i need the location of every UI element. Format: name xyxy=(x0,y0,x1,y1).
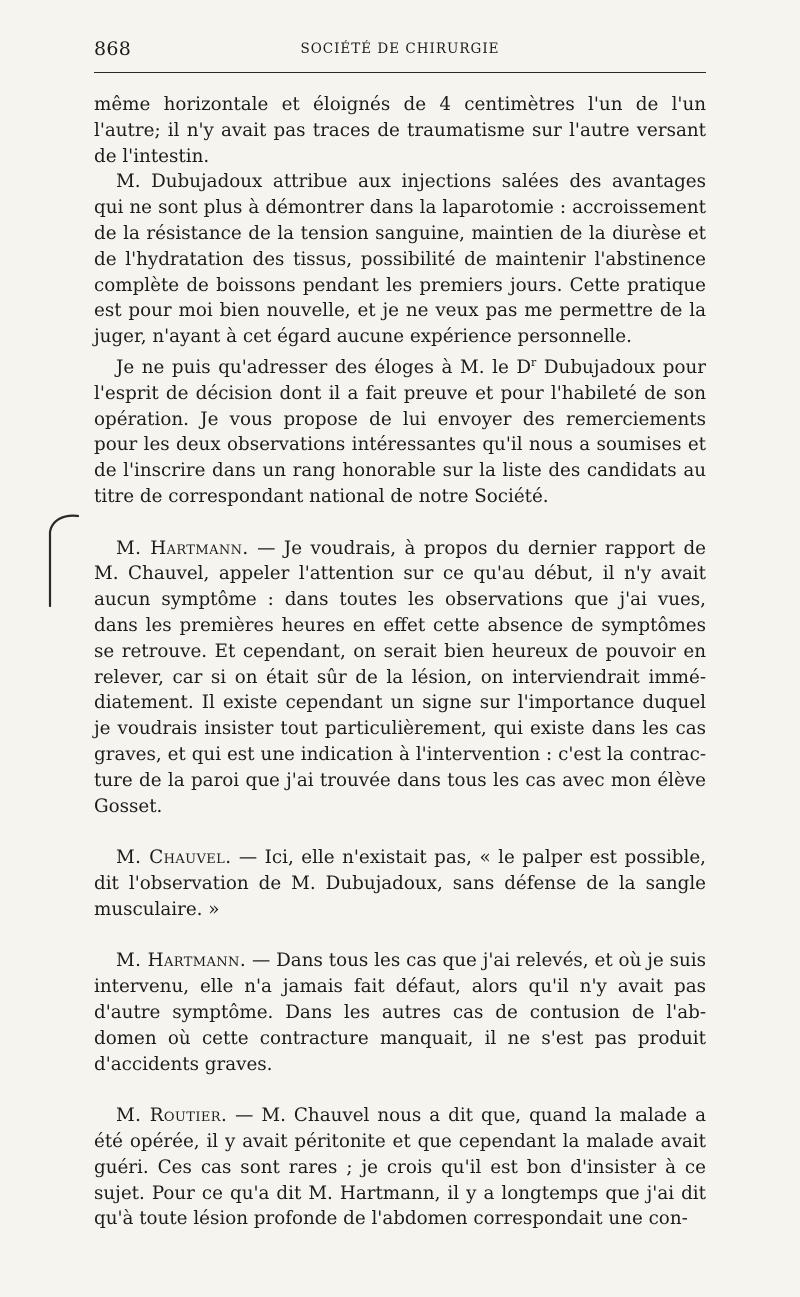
paragraph-chauvel xyxy=(94,845,706,922)
paragraph-text: M. Dubujadoux attribue aux injections salées des avantages qui ne sont plus à démontrer dans la laparotomie : accroissement de la résistance de la tension sanguine, maintien de la diurèse et de l'hydratation des tissus, possibilité de maintenir l'abstinence complète de boissons pendant les premiers jours. Cette pratique est pour moi bien nouvelle, et je ne veux pas me permettre de la juger, n'ayant à cet égard aucune expérience personnelle. xyxy=(94,171,706,348)
paragraph-text: — Je voudrais, à propos du dernier rapport de M. Chauvel, appeler l'attention sur ce qu'au début, il n'y avait aucun symptôme : dans toutes les observations que j'ai vues, dans les premières heures en effet cette absence de symptômes se retrouve. Et cependant, on serait bien heureux de pouvoir en relever, car si on était sûr de la lésion, on interviendrait immédiatement. Il existe cependant un signe sur l'importance duquel je voudrais insister tout particulièrement, qui existe dans les cas graves, et qui est une indication à l'intervention : c'est la contracture de la paroi que j'ai trouvée dans tous les cas avec mon élève Gosset. xyxy=(94,537,706,817)
paragraph-text: — M. Chauvel nous a dit que, quand la malade a été opérée, il y avait péritonite et que cependant la malade avait guéri. Ces cas sont rares ; je crois qu'il est bon d'insister à ce sujet. Pour ce qu'a dit M. Hartmann, il y a longtemps que j'ai dit qu'à toute lésion profonde de l'abdomen correspondait une con- xyxy=(94,1105,707,1230)
paragraph-text: même horizontale et éloignés de 4 centimètres l'un de l'un l'autre; il n'y avait pas traces de traumatisme sur l'autre versant de l'intestin. xyxy=(94,94,706,167)
paragraph-text: Je ne puis qu'adresser des éloges à M. le D xyxy=(116,357,532,379)
superscript-abbrev: r xyxy=(531,355,537,369)
paragraph-hartmann-2 xyxy=(94,948,706,1077)
paragraph-routier xyxy=(94,1103,706,1232)
speaker-name: M. Chauvel. xyxy=(116,847,232,869)
speaker-name: M. Hartmann. xyxy=(116,950,247,972)
running-head xyxy=(94,38,706,62)
paragraph-dubujadoux-saline xyxy=(94,169,706,350)
page-number: 868 xyxy=(94,38,132,60)
header-rule xyxy=(94,72,706,73)
speaker-name: M. Routier. xyxy=(116,1105,228,1127)
body-text xyxy=(94,92,706,1232)
paragraph-text: — Dans tous les cas que j'ai relevés, et où je suis intervenu, elle n'a jamais fait défaut, alors qu'il n'y avait pas d'autre symptôme. Dans les autres cas de contusion de l'abdomen où cette contracture manquait, il ne s'est pas produit d'accidents graves. xyxy=(94,950,707,1075)
speaker-name: M. Hartmann. xyxy=(116,537,249,559)
paragraph-hartmann-1 xyxy=(94,536,706,820)
paragraph-continuation xyxy=(94,92,706,169)
paragraph-text: Dubujadoux pour l'esprit de décision dont il a fait preuve et pour l'habileté de son opération. Je vous propose de lui envoyer des remerciements pour les deux observations intéressantes qu'il nous a soumises et de l'inscrire dans un rang honorable sur la liste des candidats au titre de correspondant national de notre Société. xyxy=(94,357,706,508)
paragraph-text: — Ici, elle n'existait pas, « le palper est possible, dit l'observation de M. Dubujadoux, sans défense de la sangle musculaire. » xyxy=(94,847,706,920)
margin-bracket-mark xyxy=(42,512,82,612)
paragraph-conclusion xyxy=(94,350,706,510)
running-title: SOCIÉTÉ DE CHIRURGIE xyxy=(300,41,500,57)
